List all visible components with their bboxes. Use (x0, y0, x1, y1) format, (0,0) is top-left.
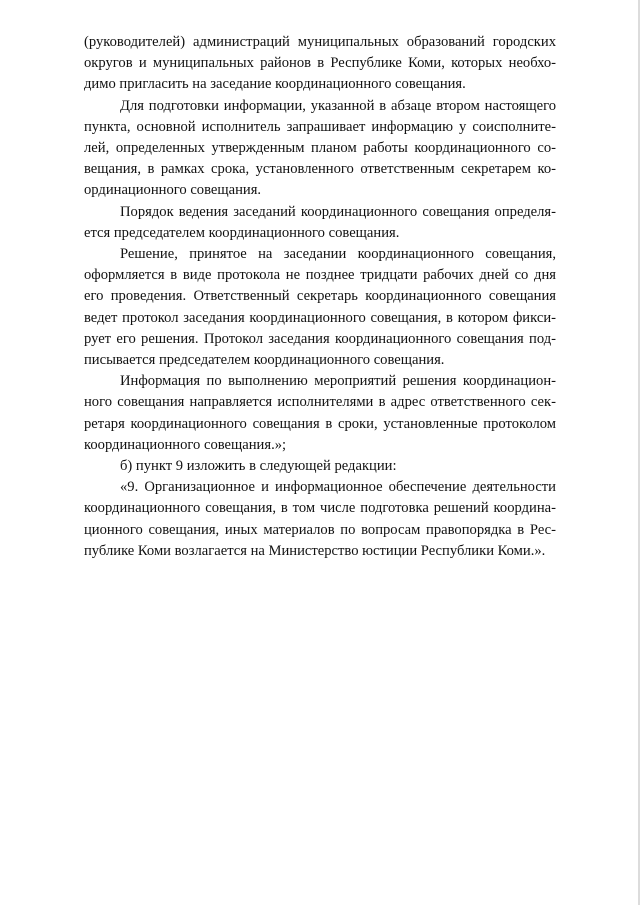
paragraph-6 (84, 456, 556, 477)
text-line: координационного совещания.»; (84, 436, 287, 453)
text-line: округов и муниципальных районов в Республике Коми, которых необхо- (84, 55, 556, 72)
paragraph-4 (84, 244, 556, 371)
text-line: Информация по выполнению мероприятий решения координацион- (120, 373, 556, 390)
text-line: писывается председателем координационного совещания. (84, 352, 445, 369)
text-line: ного совещания направляется исполнителями в адрес ответственного сек- (84, 394, 556, 411)
text-line: Решение, принятое на заседании координационного совещания, (120, 246, 556, 263)
text-line: Порядок ведения заседаний координационного совещания определя- (120, 203, 556, 220)
text-line: «9. Организационное и информационное обеспечение деятельности (120, 479, 556, 496)
text-line: ординационного совещания. (84, 182, 262, 199)
text-line: ется председателем координационного совещания. (84, 224, 400, 241)
text-line: ведет протокол заседания координационного совещания, в котором фикси- (84, 309, 556, 326)
text-line: лей, определенных утвержденным планом работы координационного со- (84, 140, 556, 157)
text-line: димо пригласить на заседание координационного совещания. (84, 76, 466, 93)
paragraph-3 (84, 202, 556, 244)
paragraph-1 (84, 32, 556, 96)
text-line: координационного совещания, в том числе подготовка решений координа- (84, 500, 556, 517)
text-line: пункта, основной исполнитель запрашивает информацию у соисполните- (84, 118, 556, 135)
text-line: ционного совещания, иных материалов по вопросам правопорядка в Рес- (84, 521, 556, 538)
text-line: его проведения. Ответственный секретарь координационного совещания (84, 288, 556, 305)
paragraph-2 (84, 96, 556, 202)
text-line: б) пункт 9 изложить в следующей редакции: (120, 458, 397, 475)
document-body (84, 32, 556, 562)
paragraph-7 (84, 477, 556, 562)
text-line: публике Коми возлагается на Министерство юстиции Республики Коми.». (84, 542, 546, 559)
text-line: (руководителей) администраций муниципальных образований городских (84, 34, 556, 50)
paragraph-5 (84, 371, 556, 456)
text-line: ретаря координационного совещания в сроки, установленные протоколом (84, 415, 556, 432)
text-line: рует его решения. Протокол заседания координационного совещания под- (84, 330, 556, 347)
text-line: вещания, в рамках срока, установленного ответственным секретарем ко- (84, 161, 556, 178)
text-line: оформляется в виде протокола не позднее тридцати рабочих дней со дня (84, 267, 556, 284)
text-line: Для подготовки информации, указанной в абзаце втором настоящего (120, 97, 556, 114)
